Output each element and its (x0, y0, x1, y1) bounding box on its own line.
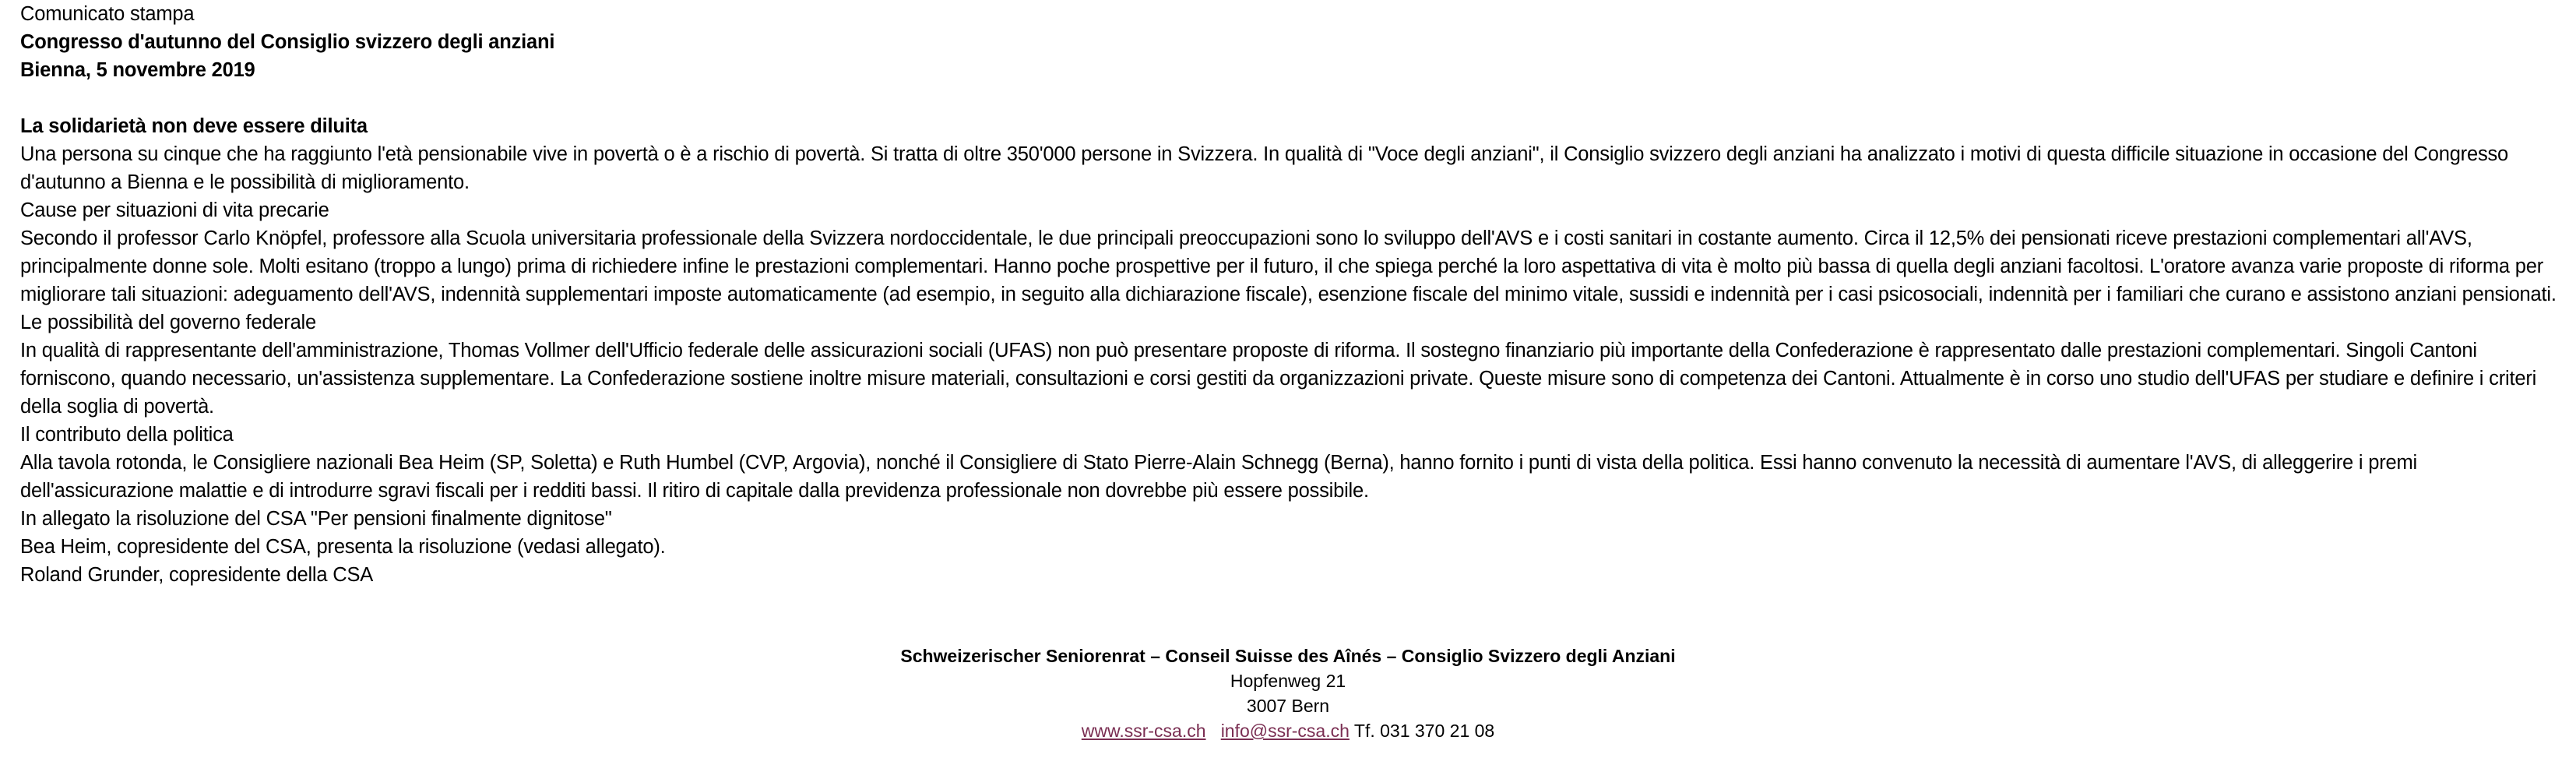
footer-organization: Schweizerischer Seniorenrat – Conseil Suisse des Aînés – Consiglio Svizzero degli Anziani (900, 646, 1676, 666)
document-title: La solidarietà non deve essere diluita (20, 115, 368, 137)
footer-street: Hopfenweg 21 (1230, 671, 1346, 691)
footer-city: 3007 Bern (1246, 696, 1330, 716)
signatory-roland-grunder: Roland Grunder, copresidente della CSA (20, 564, 374, 586)
letterhead-footer (0, 643, 2576, 743)
section-body-causes: Secondo il professor Carlo Knöpfel, professore alla Scuola universitaria professionale della Svizzera nordoccidentale, le due principali preoccupazioni sono lo sviluppo dell'AVS e i costi sanitari in costante aumento. Circa il 12,5% dei pensionati riceve prestazioni complementari all'AVS, principalmente donne sole. Molti esitano (troppo a lungo) prima di richiedere infine le prestazioni complementari. Hanno poche prospettive per il futuro, il che spiega perché la loro aspettativa di vita è molto più bassa di quella degli anziani facoltosi. L'oratore avanza varie proposte di riforma per migliorare tali situazioni: adeguamento dell'AVS, indennità supplementari imposte automaticamente (ad esempio, in seguito alla dichiarazione fiscale), esenzione fiscale del minimo vitale, sussidi e indennità per i casi psicosociali, indennità per i familiari che curano e assistono anziani pensionati. (20, 227, 2557, 305)
attachment-note: In allegato la risoluzione del CSA "Per pensioni finalmente dignitose" (20, 508, 612, 530)
signatory-bea-heim: Bea Heim, copresidente del CSA, presenta la risoluzione (vedasi allegato). (20, 536, 666, 558)
intro-paragraph: Una persona su cinque che ha raggiunto l'età pensionabile vive in povertà o è a rischio di povertà. Si tratta di oltre 350'000 persone in Svizzera. In qualità di "Voce degli anziani", il Consiglio svizzero degli anziani ha analizzato i motivi di questa difficile situazione in occasione del Congresso d'autunno a Bienna e le possibilità di miglioramento. (20, 143, 2509, 193)
section-heading-federal: Le possibilità del governo federale (20, 312, 317, 333)
document-body (20, 0, 2567, 589)
footer-contacts (0, 718, 2576, 743)
event-name: Congresso d'autunno del Consiglio svizzero degli anziani (20, 31, 555, 53)
spacer (20, 84, 2567, 112)
email-link[interactable]: info@ssr-csa.ch (1220, 721, 1350, 741)
place-date: Bienna, 5 novembre 2019 (20, 59, 255, 81)
section-body-politics: Alla tavola rotonda, le Consigliere nazionali Bea Heim (SP, Soletta) e Ruth Humbel (CVP, Argovia), nonché il Consigliere di Stato Pierre-Alain Schnegg (Berna), hanno fornito i punti di vista della politica. Essi hanno convenuto la necessità di aumentare l'AVS, di alleggerire i premi dell'assicurazione malattie e di introdurre sgravi fiscali per i redditi bassi. Il ritiro di capitale dalla previdenza professionale non dovrebbe più essere possibile. (20, 452, 2417, 502)
section-body-federal: In qualità di rappresentante dell'amministrazione, Thomas Vollmer dell'Ufficio federale delle assicurazioni sociali (UFAS) non può presentare proposte di riforma. Il sostegno finanziario più importante della Confederazione è rappresentato dalle prestazioni complementari. Singoli Cantoni forniscono, quando necessario, un'assistenza supplementare. La Confederazione sostiene inoltre misure materiali, consultazioni e corsi gestiti da organizzazioni private. Queste misure sono di competenza dei Cantoni. Attualmente è in corso uno studio dell'UFAS per studiare e definire i criteri della soglia di povertà. (20, 340, 2537, 418)
document-kind: Comunicato stampa (20, 3, 195, 25)
footer-phone: Tf. 031 370 21 08 (1353, 721, 1495, 741)
website-link[interactable]: www.ssr-csa.ch (1081, 721, 1206, 741)
section-heading-causes: Cause per situazioni di vita precarie (20, 199, 329, 221)
section-heading-politics: Il contributo della politica (20, 424, 234, 446)
